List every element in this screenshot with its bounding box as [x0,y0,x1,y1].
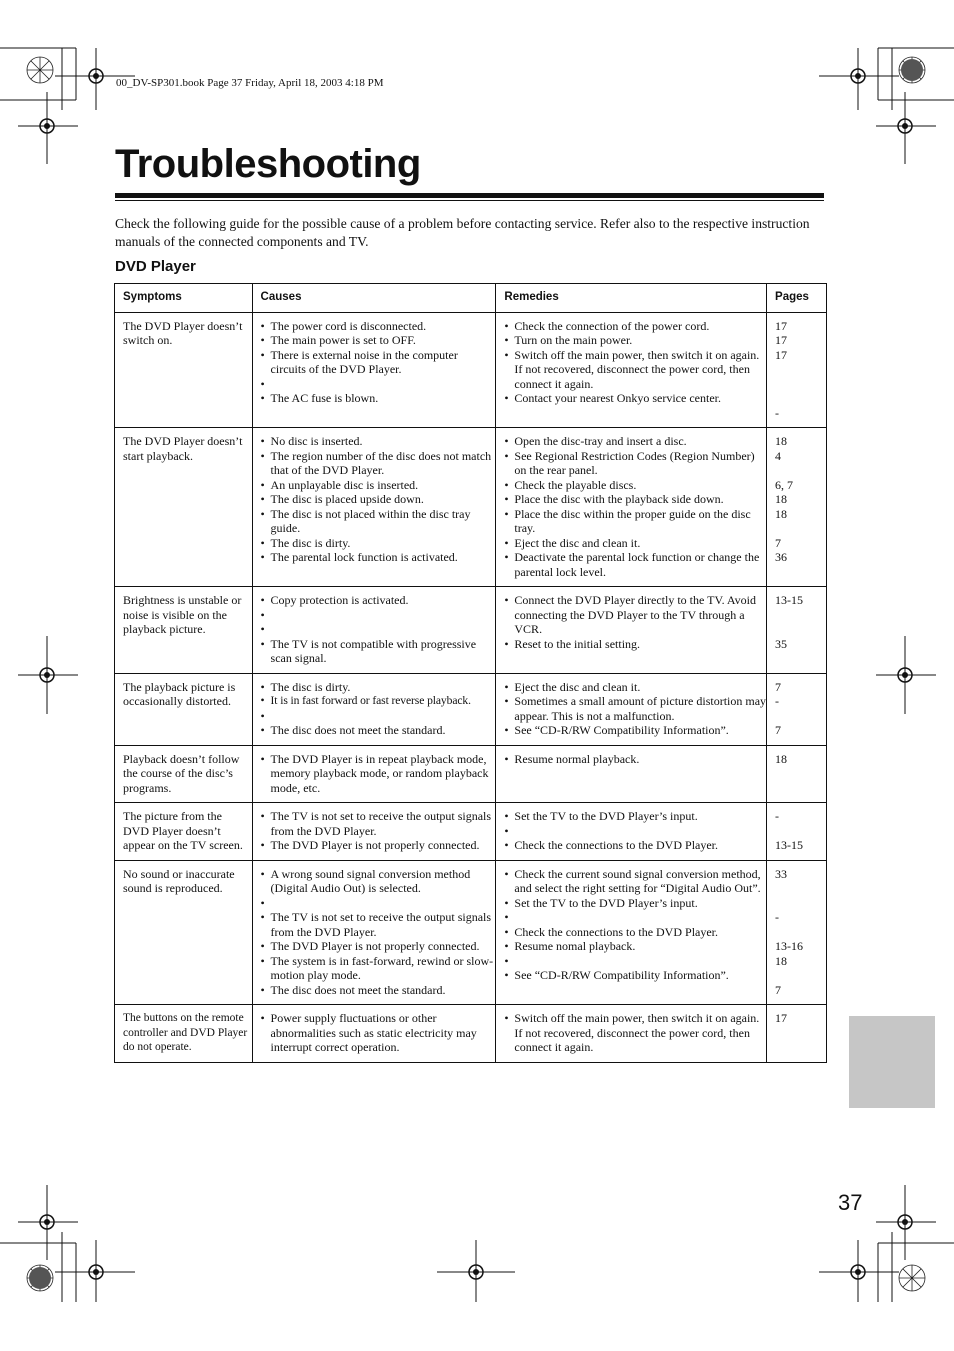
title-rule-thick [115,193,824,198]
table-row [115,860,827,1005]
cause-item: • The parental lock function is activated. [261,550,496,565]
remedy-item: • Set the TV to the DVD Player’s input. [504,809,766,824]
pages-cell [767,312,827,428]
remedy-item: • Turn on the main power. [504,333,766,348]
spacer [261,377,496,392]
remedy-item: • Check the current sound signal conversion method, and select the right setting for “Digital Audio Out”. [504,867,766,896]
remedy-item: • Reset to the initial setting. [504,637,766,652]
cause-item: • The TV is not compatible with progressive scan signal. [261,637,496,666]
page-ref: 17 [775,347,788,362]
cause-item: • No disc is inserted. [261,434,496,449]
page-ref: - [775,809,780,823]
page-title: Troubleshooting [115,142,421,186]
page-ref: 36 [775,550,788,564]
title-rule-thin [115,200,824,201]
page-ref: 17 [775,1011,788,1025]
cause-item: • An unplayable disc is inserted. [261,478,496,493]
pages-cell [767,803,827,861]
symptom-cell: The DVD Player doesn’t switch on. [115,312,253,428]
section-title: DVD Player [115,258,196,275]
cause-item: • A wrong sound signal conversion method (Digital Audio Out) is selected. [261,867,496,896]
pages-cell [767,745,827,803]
remedies-cell [496,587,767,674]
remedy-item: • Deactivate the parental lock function or change the parental lock level. [504,550,766,579]
remedy-item: • Check the connections to the DVD Player. [504,838,766,853]
header-causes: Causes [252,284,496,313]
page-number: 37 [838,1190,863,1215]
remedy-item: • See “CD-R/RW Compatibility Information”. [504,968,766,983]
remedies-cell [496,673,767,745]
page-ref: 13-16 [775,939,804,953]
symptom-cell: The picture from the DVD Player doesn’t appear on the TV screen. [115,803,253,861]
pages-cell [767,587,827,674]
symptom-cell: Playback doesn’t follow the course of the disc’s programs. [115,745,253,803]
remedy-item: • Contact your nearest Onkyo service center. [504,391,766,406]
pages-cell [767,1005,827,1063]
causes-cell [252,312,496,428]
header-pages: Pages [767,284,827,313]
cause-item: • The disc is not placed within the disc tray guide. [261,507,496,536]
page-ref: 35 [775,636,788,651]
header-symptoms: Symptoms [115,284,253,313]
remedy-item: • Check the playable discs. [504,478,766,493]
pages-cell [767,428,827,587]
remedy-item: • See “CD-R/RW Compatibility Information”. [504,723,766,738]
cause-item: • The system is in fast-forward, rewind or slow-motion play mode. [261,954,496,983]
cause-item: • The disc is placed upside down. [261,492,496,507]
page-ref: - [775,405,780,420]
cause-item: • The DVD Player is in repeat playback mode, memory playback mode, or random playback mode, etc. [261,752,496,796]
remedy-item: • Eject the disc and clean it. [504,536,766,551]
page-ref: 18 [775,953,788,968]
page-ref: 13-15 [775,838,804,852]
page-ref: 4 [775,448,782,463]
remedies-cell [496,860,767,1005]
cause-item: • The disc does not meet the standard. [261,983,496,998]
troubleshooting-table [114,283,827,1063]
page-ref: 33 [775,866,788,881]
remedies-cell [496,803,767,861]
causes-cell [252,803,496,861]
remedy-item: • Check the connections to the DVD Player. [504,925,766,940]
remedy-item: • Resume normal playback. [504,752,766,767]
cause-item: • The disc is dirty. [261,536,496,551]
page-ref: - [775,910,780,924]
table-header-row [115,284,827,313]
causes-cell [252,673,496,745]
remedy-item: • Eject the disc and clean it. [504,680,766,695]
remedy-item: • Set the TV to the DVD Player’s input. [504,896,766,911]
page-ref: 18 [775,434,788,448]
causes-cell [252,745,496,803]
table-row [115,312,827,428]
page-ref: 6, 7 [775,477,794,492]
remedy-item: • Check the connection of the power cord. [504,319,766,334]
page-ref: 18 [775,751,788,766]
cause-item: • The disc does not meet the standard. [261,723,496,738]
remedy-item: • Place the disc within the proper guide on the disc tray. [504,507,766,536]
cause-item: • The TV is not set to receive the output signals from the DVD Player. [261,809,496,838]
symptom-cell: The DVD Player doesn’t start playback. [115,428,253,587]
page-ref: - [775,694,780,708]
page-ref: 17 [775,318,788,333]
cause-item: • The power cord is disconnected. [261,319,496,334]
cause-item: • It is in fast forward or fast reverse playback. [261,694,496,709]
causes-cell [252,1005,496,1063]
cause-item: • The DVD Player is not properly connected. [261,838,496,853]
symptom-cell: The playback picture is occasionally distorted. [115,673,253,745]
remedy-item: • Open the disc-tray and insert a disc. [504,434,766,449]
table-row [115,803,827,861]
symptom-cell: Brightness is unstable or noise is visible on the playback picture. [115,587,253,674]
cause-item: • The TV is not set to receive the output signals from the DVD Player. [261,910,496,939]
table-row [115,1005,827,1063]
page-ref: 18 [775,492,788,506]
cause-item: • The AC fuse is blown. [261,391,496,406]
cause-item: • The main power is set to OFF. [261,333,496,348]
remedy-item: • Resume nomal playback. [504,939,766,954]
cause-item: • Power supply fluctuations or other abnormalities such as static electricity may interrupt correct operation. [261,1011,496,1055]
remedy-item: • Sometimes a small amount of picture distortion may appear. This is not a malfunction. [504,694,766,723]
page-ref: 13-15 [775,593,804,607]
pages-cell [767,860,827,1005]
header-remedies: Remedies [496,284,767,313]
remedy-item: • Switch off the main power, then switch it on again. If not recovered, disconnect the power cord, then connect it again. [504,348,766,392]
page-ref: 18 [775,506,788,521]
remedy-item: • Switch off the main power, then switch it on again. If not recovered, disconnect the power cord, then connect it again. [504,1011,766,1055]
symptom-cell: No sound or inaccurate sound is reproduced. [115,860,253,1005]
cause-item: • The region number of the disc does not match that of the DVD Player. [261,449,496,478]
page-ref: 7 [775,723,782,737]
page-ref: 7 [775,535,782,550]
page-ref: 7 [775,982,782,997]
table-row [115,587,827,674]
cause-item: • Copy protection is activated. [261,593,496,608]
remedy-item: • Connect the DVD Player directly to the TV. Avoid connecting the DVD Player to the TV through a VCR. [504,593,766,637]
page-ref: 7 [775,679,782,694]
print-file-info: 00_DV-SP301.book Page 37 Friday, April 18, 2003 4:18 PM [116,77,384,89]
causes-cell [252,428,496,587]
remedies-cell [496,312,767,428]
table-row [115,428,827,587]
pages-cell [767,673,827,745]
symptom-cell: The buttons on the remote controller and DVD Player do not operate. [115,1005,253,1063]
cause-item: • The disc is dirty. [261,680,496,695]
remedy-item: • Place the disc with the playback side down. [504,492,766,507]
table-row [115,745,827,803]
cause-item: • The DVD Player is not properly connected. [261,939,496,954]
remedies-cell [496,428,767,587]
page-ref: 17 [775,333,788,347]
remedies-cell [496,1005,767,1063]
table-row [115,673,827,745]
intro-paragraph: Check the following guide for the possible cause of a problem before contacting service. Refer also to the respective instruction manuals of the connected components and TV. [115,216,810,249]
remedies-cell [496,745,767,803]
cause-item: • There is external noise in the computer circuits of the DVD Player. [261,348,496,377]
section-side-tab [849,1016,935,1108]
remedy-item: • See Regional Restriction Codes (Region Number) on the rear panel. [504,449,766,478]
causes-cell [252,587,496,674]
causes-cell [252,860,496,1005]
